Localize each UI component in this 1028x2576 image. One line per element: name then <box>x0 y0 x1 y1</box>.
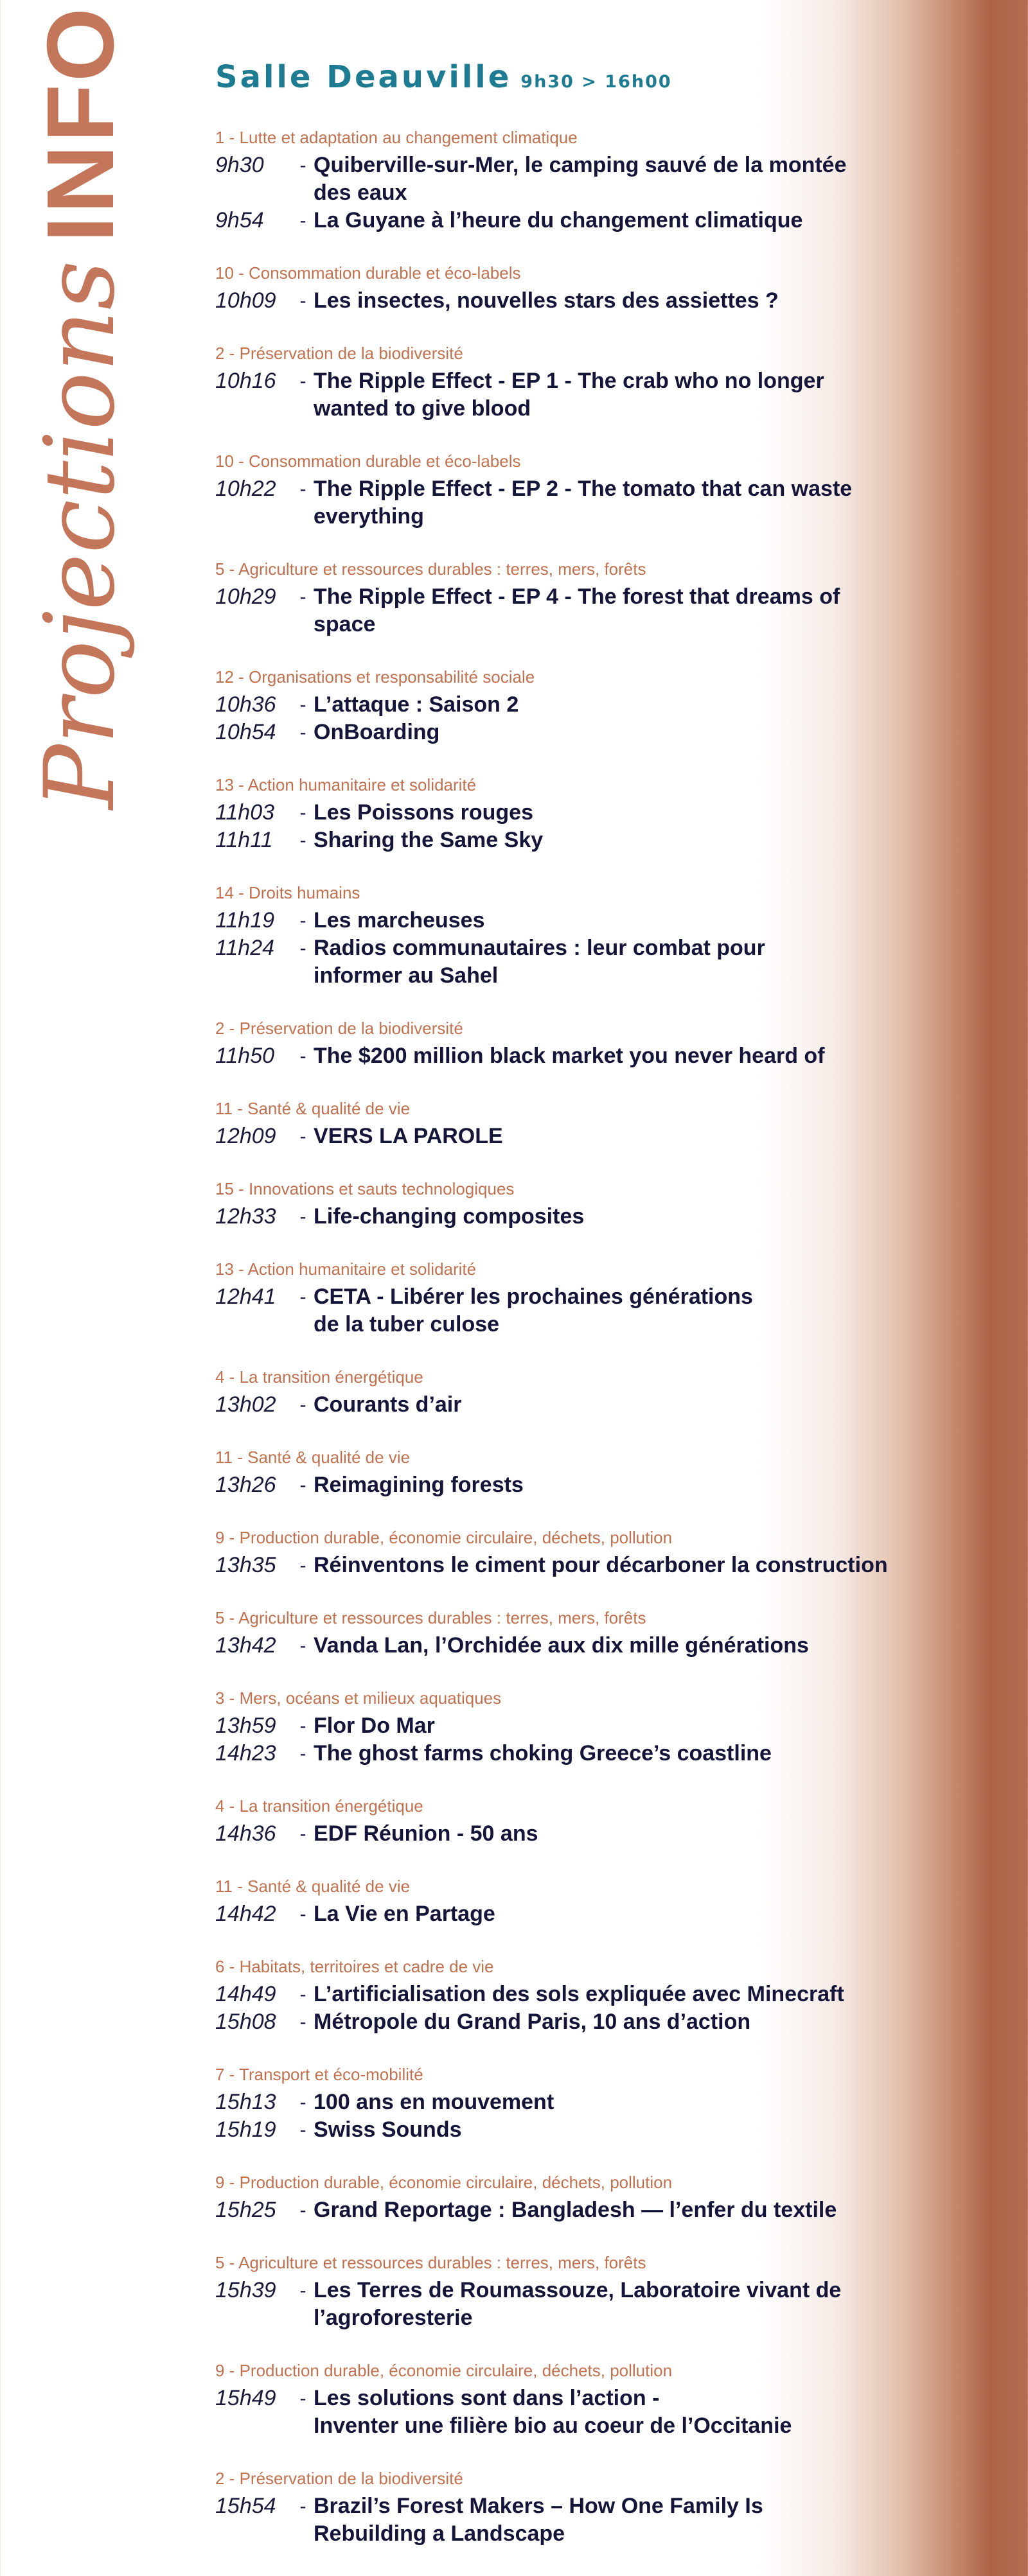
room-name: Salle Deauville <box>215 59 512 95</box>
separator-dash: - <box>299 1286 306 1308</box>
screening-title: Vanda Lan, l’Orchidée aux dix mille générations <box>314 1633 809 1658</box>
screening-title: CETA - Libérer les prochaines générations de la tuber culose <box>314 1284 753 1336</box>
screening-time: 14h36 <box>215 1821 276 1846</box>
screening-entry <box>215 799 1018 827</box>
category-label: 11 - Santé & qualité de vie <box>215 1099 411 1118</box>
category-label: 2 - Préservation de la biodiversité <box>215 1019 463 1038</box>
screening-title: La Guyane à l’heure du changement climatique <box>314 208 803 232</box>
schedule-section <box>215 2360 1018 2440</box>
screening-title: L’attaque : Saison 2 <box>314 692 519 717</box>
category-label: 4 - La transition énergétique <box>215 1367 423 1387</box>
schedule-section <box>215 2172 1018 2224</box>
screening-time: 12h33 <box>215 1204 276 1229</box>
screening-title: Les insectes, nouvelles stars des assiettes ? <box>314 288 779 313</box>
screening-time: 11h03 <box>215 800 275 825</box>
schedule-section <box>215 1608 1018 1660</box>
screening-title: Métropole du Grand Paris, 10 ans d’action <box>314 2010 751 2034</box>
category-label: 7 - Transport et éco-mobilité <box>215 2065 423 2084</box>
category-label: 1 - Lutte et adaptation au changement climatique <box>215 128 578 147</box>
schedule-section <box>215 127 1018 234</box>
separator-dash: - <box>299 1206 306 1227</box>
category-label: 11 - Santé & qualité de vie <box>215 1448 411 1467</box>
screening-time: 9h54 <box>215 208 264 232</box>
side-title-script: Projections <box>24 260 136 809</box>
separator-dash: - <box>299 938 306 959</box>
screening-title: VERS LA PAROLE <box>314 1124 503 1148</box>
category-label: 5 - Agriculture et ressources durables : terres, mers, forêts <box>215 2253 646 2272</box>
category-label: 13 - Action humanitaire et solidarité <box>215 1259 477 1279</box>
screening-time: 10h09 <box>215 288 276 313</box>
separator-dash: - <box>299 371 306 392</box>
separator-dash: - <box>299 1823 306 1844</box>
category-label: 9 - Production durable, économie circulaire, déchets, pollution <box>215 1528 673 1547</box>
separator-dash: - <box>299 1743 306 1764</box>
schedule-section <box>215 1956 1018 2036</box>
screening-entry <box>215 475 1018 530</box>
category-label: 9 - Production durable, économie circulaire, déchets, pollution <box>215 2173 673 2192</box>
schedule-section <box>215 343 1018 423</box>
schedule-section <box>215 667 1018 746</box>
screening-time: 9h30 <box>215 153 264 177</box>
schedule-section <box>215 1098 1018 1150</box>
screening-entry <box>215 2116 1018 2144</box>
screening-time: 11h50 <box>215 1044 275 1068</box>
screening-title: Les Poissons rouges <box>314 800 533 825</box>
schedule-section <box>215 1367 1018 1419</box>
category-label: 10 - Consommation durable et éco-labels <box>215 451 521 471</box>
separator-dash: - <box>299 694 306 715</box>
screening-title: Radios communautaires : leur combat pour informer au Sahel <box>314 936 765 988</box>
screening-entry <box>215 1900 1018 1928</box>
schedule-section <box>215 2064 1018 2144</box>
screening-entry <box>215 719 1018 746</box>
separator-dash: - <box>299 802 306 823</box>
category-label: 14 - Droits humains <box>215 883 360 902</box>
screening-title: The Ripple Effect - EP 1 - The crab who no longer wanted to give blood <box>314 369 824 421</box>
separator-dash: - <box>299 910 306 931</box>
category-label: 2 - Préservation de la biodiversité <box>215 2469 463 2488</box>
screening-title: Les marcheuses <box>314 908 485 933</box>
screening-title: Les solutions sont dans l’action - Inventer une filière bio au coeur de l’Occitanie <box>314 2386 792 2438</box>
separator-dash: - <box>299 1635 306 1656</box>
category-label: 11 - Santé & qualité de vie <box>215 1877 411 1896</box>
screening-entry <box>215 1552 1018 1579</box>
category-label: 13 - Action humanitaire et solidarité <box>215 775 477 794</box>
separator-dash: - <box>299 830 306 851</box>
screening-title: Swiss Sounds <box>314 2117 462 2142</box>
screening-time: 11h11 <box>215 828 273 852</box>
screening-entry <box>215 907 1018 934</box>
screening-title: The Ripple Effect - EP 2 - The tomato that can waste everything <box>314 477 853 529</box>
screening-entry <box>215 1283 1018 1338</box>
screening-title: Quiberville-sur-Mer, le camping sauvé de la montée des eaux <box>314 153 847 205</box>
screening-title: EDF Réunion - 50 ans <box>314 1821 538 1846</box>
schedule-section <box>215 1688 1018 1767</box>
screening-title: Brazil’s Forest Makers – How One Family Is Rebuilding a Landscape <box>314 2494 763 2546</box>
schedule-section <box>215 882 1018 990</box>
schedule-section <box>215 451 1018 530</box>
side-title <box>24 5 136 809</box>
schedule-section <box>215 775 1018 854</box>
screening-time: 14h49 <box>215 1982 276 2006</box>
screening-time: 11h24 <box>215 936 275 960</box>
schedule-section <box>215 1527 1018 1579</box>
room-header <box>215 59 1018 95</box>
screening-title: L’artificialisation des sols expliquée avec Minecraft <box>314 1982 844 2006</box>
screening-time: 12h09 <box>215 1124 276 1148</box>
screening-time: 13h26 <box>215 1473 276 1497</box>
screening-title: OnBoarding <box>314 720 440 744</box>
separator-dash: - <box>299 2388 306 2409</box>
separator-dash: - <box>299 722 306 743</box>
screening-entry <box>215 207 1018 234</box>
separator-dash: - <box>299 1126 306 1147</box>
separator-dash: - <box>299 1475 306 1496</box>
screening-entry <box>215 1712 1018 1740</box>
screening-entry <box>215 691 1018 719</box>
separator-dash: - <box>299 1555 306 1576</box>
category-label: 9 - Production durable, économie circulaire, déchets, pollution <box>215 2361 673 2380</box>
screening-title: Réinventons le ciment pour décarboner la construction <box>314 1553 888 1577</box>
schedule-section <box>215 1018 1018 1070</box>
program-content <box>215 59 1018 2576</box>
screening-entry <box>215 827 1018 854</box>
screening-time: 13h02 <box>215 1392 276 1417</box>
screening-time: 15h25 <box>215 2198 276 2222</box>
screening-entry <box>215 152 1018 207</box>
screening-time: 13h42 <box>215 1633 276 1658</box>
screening-title: The Ripple Effect - EP 4 - The forest that dreams of space <box>314 584 840 636</box>
screening-title: Sharing the Same Sky <box>314 828 544 852</box>
screening-entry <box>215 1391 1018 1419</box>
separator-dash: - <box>299 290 306 311</box>
screening-time: 10h54 <box>215 720 276 744</box>
screening-entry <box>215 2277 1018 2332</box>
separator-dash: - <box>299 2092 306 2113</box>
category-label: 5 - Agriculture et ressources durables : terres, mers, forêts <box>215 1608 646 1627</box>
room-hours: 9h30 > 16h00 <box>520 72 672 92</box>
separator-dash: - <box>299 2200 306 2221</box>
screening-time: 10h36 <box>215 692 276 717</box>
schedule-section <box>215 559 1018 638</box>
screening-time: 15h39 <box>215 2278 276 2302</box>
screening-entry <box>215 1471 1018 1499</box>
screening-time: 15h08 <box>215 2010 276 2034</box>
schedule-section <box>215 1796 1018 1848</box>
separator-dash: - <box>299 155 306 176</box>
schedule-section <box>215 1259 1018 1338</box>
schedule-section <box>215 1178 1018 1231</box>
category-label: 6 - Habitats, territoires et cadre de vie <box>215 1957 494 1976</box>
category-label: 4 - La transition énergétique <box>215 1796 423 1816</box>
screening-time: 15h13 <box>215 2090 276 2114</box>
screening-time: 14h42 <box>215 1902 276 1926</box>
screening-time: 15h19 <box>215 2117 276 2142</box>
screening-entry <box>215 2196 1018 2224</box>
screening-entry <box>215 2008 1018 2036</box>
screening-title: Flor Do Mar <box>314 1713 435 1738</box>
category-label: 12 - Organisations et responsabilité sociale <box>215 667 535 687</box>
screening-entry <box>215 2385 1018 2440</box>
category-label: 15 - Innovations et sauts technologiques <box>215 1179 515 1198</box>
category-label: 3 - Mers, océans et milieux aquatiques <box>215 1688 502 1708</box>
separator-dash: - <box>299 2119 306 2141</box>
separator-dash: - <box>299 1715 306 1737</box>
separator-dash: - <box>299 478 306 500</box>
screening-title: The $200 million black market you never heard of <box>314 1044 825 1068</box>
screening-entry <box>215 2089 1018 2116</box>
screening-entry <box>215 1632 1018 1660</box>
screening-title: Grand Reportage : Bangladesh — l’enfer du textile <box>314 2198 837 2222</box>
screening-time: 10h16 <box>215 369 276 393</box>
separator-dash: - <box>299 586 306 608</box>
screening-time: 12h41 <box>215 1284 276 1309</box>
category-label: 5 - Agriculture et ressources durables : terres, mers, forêts <box>215 559 646 579</box>
separator-dash: - <box>299 1984 306 2005</box>
category-label: 2 - Préservation de la biodiversité <box>215 344 463 363</box>
separator-dash: - <box>299 1394 306 1415</box>
separator-dash: - <box>299 210 306 231</box>
screening-entry <box>215 367 1018 423</box>
screening-entry <box>215 583 1018 638</box>
screening-title: Courants d’air <box>314 1392 462 1417</box>
screening-entry <box>215 1042 1018 1070</box>
separator-dash: - <box>299 1046 306 1067</box>
screening-entry <box>215 1740 1018 1767</box>
screening-time: 10h22 <box>215 477 276 501</box>
screening-entry <box>215 287 1018 315</box>
screening-entry <box>215 1123 1018 1150</box>
category-label: 10 - Consommation durable et éco-labels <box>215 263 521 283</box>
screening-time: 15h54 <box>215 2494 276 2518</box>
schedule-section <box>215 1447 1018 1499</box>
schedule-section <box>215 2252 1018 2332</box>
screening-entry <box>215 1820 1018 1848</box>
screening-title: The ghost farms choking Greece’s coastline <box>314 1741 772 1766</box>
screening-time: 15h49 <box>215 2386 276 2410</box>
screening-entry <box>215 1203 1018 1231</box>
schedule-section <box>215 263 1018 315</box>
screening-title: 100 ans en mouvement <box>314 2090 554 2114</box>
screening-time: 10h29 <box>215 584 276 609</box>
screening-title: Reimagining forests <box>314 1473 524 1497</box>
screening-title: La Vie en Partage <box>314 1902 495 1926</box>
screening-title: Les Terres de Roumassouze, Laboratoire vivant de l’agroforesterie <box>314 2278 842 2330</box>
screening-time: 14h23 <box>215 1741 276 1766</box>
screening-entry <box>215 1981 1018 2008</box>
separator-dash: - <box>299 2496 306 2517</box>
screening-entry <box>215 2493 1018 2548</box>
separator-dash: - <box>299 1904 306 1925</box>
schedule-section <box>215 1876 1018 1928</box>
separator-dash: - <box>299 2280 306 2301</box>
side-title-bold: INFO <box>28 5 134 243</box>
screening-title: Life-changing composites <box>314 1204 585 1229</box>
schedule-list <box>215 127 1018 2548</box>
screening-time: 13h35 <box>215 1553 276 1577</box>
screening-entry <box>215 934 1018 990</box>
screening-time: 13h59 <box>215 1713 276 1738</box>
separator-dash: - <box>299 2011 306 2033</box>
screening-time: 11h19 <box>215 908 275 933</box>
schedule-section <box>215 2468 1018 2548</box>
